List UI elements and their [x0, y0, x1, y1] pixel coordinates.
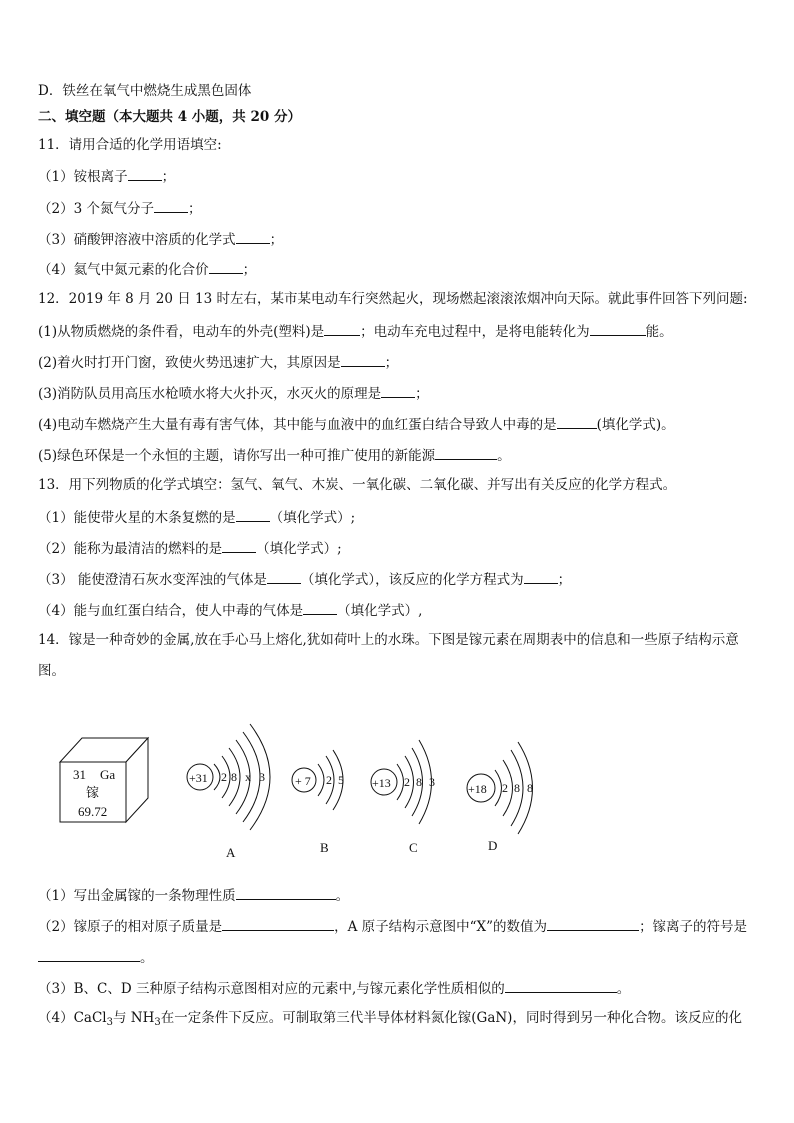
- element-cube: [60, 738, 148, 822]
- nucleus-a: +31: [189, 771, 208, 785]
- element-symbol: Ga: [100, 767, 116, 782]
- q13-part2: （2）能称为最清洁的燃料的是 （填化学式）;: [38, 538, 342, 558]
- atom-a: [187, 724, 270, 830]
- q14-part2: （2）镓原子的相对原子质量是 ，A 原子结构示意图中“X”的数值为 ；镓离子的符号是: [38, 916, 747, 936]
- q11-part3: （3）硝酸钾溶液中溶质的化学式 ；: [38, 229, 283, 249]
- q11-part2: （2）3 个氮气分子 ；: [38, 198, 201, 218]
- shell-d-3: 8: [527, 781, 533, 795]
- q12-part5: (5)绿色环保是一个永恒的主题，请你写出一种可推广使用的新能源 。: [38, 445, 511, 465]
- shell-d-2: 8: [514, 781, 520, 795]
- label-d: D: [488, 838, 498, 853]
- shell-b-1: 2: [326, 773, 332, 787]
- q12-stem: 12．2019 年 8 月 20 日 13 时左右，某市某电动车行突然起火，现场燃起滚滚浓烟冲向天际。就此事件回答下列问题:: [38, 291, 748, 307]
- atomic-structure-figure: [0, 700, 794, 880]
- q14-part1: （1）写出金属镓的一条物理性质 。: [38, 885, 349, 905]
- nucleus-b: + 7: [295, 774, 311, 788]
- answer-blank[interactable]: [128, 166, 162, 181]
- q12-part2: (2)着火时打开门窗，致使火势迅速扩大，其原因是 ；: [38, 352, 398, 372]
- q11-stem: 11．请用合适的化学用语填空:: [38, 137, 222, 153]
- answer-blank[interactable]: [590, 321, 646, 336]
- answer-blank[interactable]: [236, 885, 336, 900]
- answer-blank[interactable]: [222, 538, 256, 553]
- answer-blank[interactable]: [236, 507, 270, 522]
- answer-blank[interactable]: [38, 947, 140, 962]
- answer-blank[interactable]: [547, 916, 639, 931]
- answer-blank[interactable]: [435, 445, 497, 460]
- answer-blank[interactable]: [524, 569, 558, 584]
- q10-option-d: D．铁丝在氧气中燃烧生成黑色固体: [38, 83, 252, 99]
- answer-blank[interactable]: [236, 229, 270, 244]
- label-c: C: [409, 840, 418, 855]
- q12-part3: (3)消防队员用高压水枪喷水将大火扑灭，水灭火的原理是 ；: [38, 383, 429, 403]
- q14-part2-cont: 。: [38, 947, 154, 967]
- q13-part1: （1）能使带火星的木条复燃的是 （填化学式）;: [38, 507, 355, 527]
- answer-blank[interactable]: [267, 569, 301, 584]
- q14-part3: （3）B、C、D 三种原子结构示意图相对应的元素中,与镓元素化学性质相似的 。: [38, 978, 630, 998]
- q13-part3: （3） 能使澄清石灰水变浑浊的气体是 （填化学式），该反应的化学方程式为 ；: [38, 569, 571, 589]
- section-heading: 二、填空题（本大题共 4 小题，共 20 分）: [38, 109, 301, 125]
- shell-a-4: 3: [259, 770, 265, 784]
- q12-part4: (4)电动车燃烧产生大量有毒有害气体，其中能与血液中的血红蛋白结合导致人中毒的是 (填化学式)。: [38, 414, 675, 434]
- q14-stem-line2: 图。: [38, 663, 65, 679]
- shell-c-2: 8: [416, 775, 422, 789]
- atom-d: [467, 742, 533, 834]
- nucleus-c: +13: [372, 776, 391, 790]
- q13-stem: 13．用下列物质的化学式填空：氢气、氧气、木炭、一氧化碳、二氧化碳、并写出有关反应的化学方程式。: [38, 477, 677, 493]
- answer-blank[interactable]: [381, 383, 415, 398]
- q11-part1: （1）铵根离子 ；: [38, 166, 175, 186]
- shell-d-1: 2: [502, 781, 508, 795]
- answer-blank[interactable]: [324, 321, 360, 336]
- answer-blank[interactable]: [505, 978, 617, 993]
- q12-part1: (1)从物质燃烧的条件看，电动车的外壳(塑料)是 ；电动车充电过程中，是将电能转化为 能。: [38, 321, 673, 341]
- answer-blank[interactable]: [222, 916, 334, 931]
- shell-c-3: 3: [429, 775, 435, 789]
- element-number: 31: [73, 767, 86, 782]
- label-b: B: [320, 840, 329, 855]
- label-a: A: [226, 845, 236, 860]
- q13-part4: （4）能与血红蛋白结合，使人中毒的气体是 （填化学式）,: [38, 600, 422, 620]
- atom-b: [292, 750, 344, 810]
- q14-part4: （4）CaCl$_3$与 $NH_3$在一定条件下反应。可制取第三代半导体材料氮化镓(GaN)，同时得到另一种化合物。该反应的化: [38, 1010, 742, 1028]
- answer-blank[interactable]: [303, 600, 337, 615]
- shell-c-1: 2: [404, 775, 410, 789]
- shell-b-2: 5: [338, 773, 344, 787]
- answer-blank[interactable]: [557, 414, 597, 429]
- answer-blank[interactable]: [154, 198, 188, 213]
- q14-stem-line1: 14．镓是一种奇妙的金属,放在手心马上熔化,犹如荷叶上的水珠。下图是镓元素在周期表中的信息和一些原子结构示意: [38, 632, 739, 648]
- element-name: 镓: [86, 785, 100, 800]
- answer-blank[interactable]: [209, 259, 243, 274]
- answer-blank[interactable]: [341, 352, 385, 367]
- shell-a-2: 8: [231, 770, 237, 784]
- nucleus-d: +18: [468, 782, 487, 796]
- q11-part4: （4）氦气中氮元素的化合价 ；: [38, 259, 256, 279]
- atom-c: [371, 740, 435, 824]
- element-mass: 69.72: [78, 804, 108, 819]
- shell-a-1: 2: [221, 770, 227, 784]
- shell-a-3: x: [245, 770, 251, 784]
